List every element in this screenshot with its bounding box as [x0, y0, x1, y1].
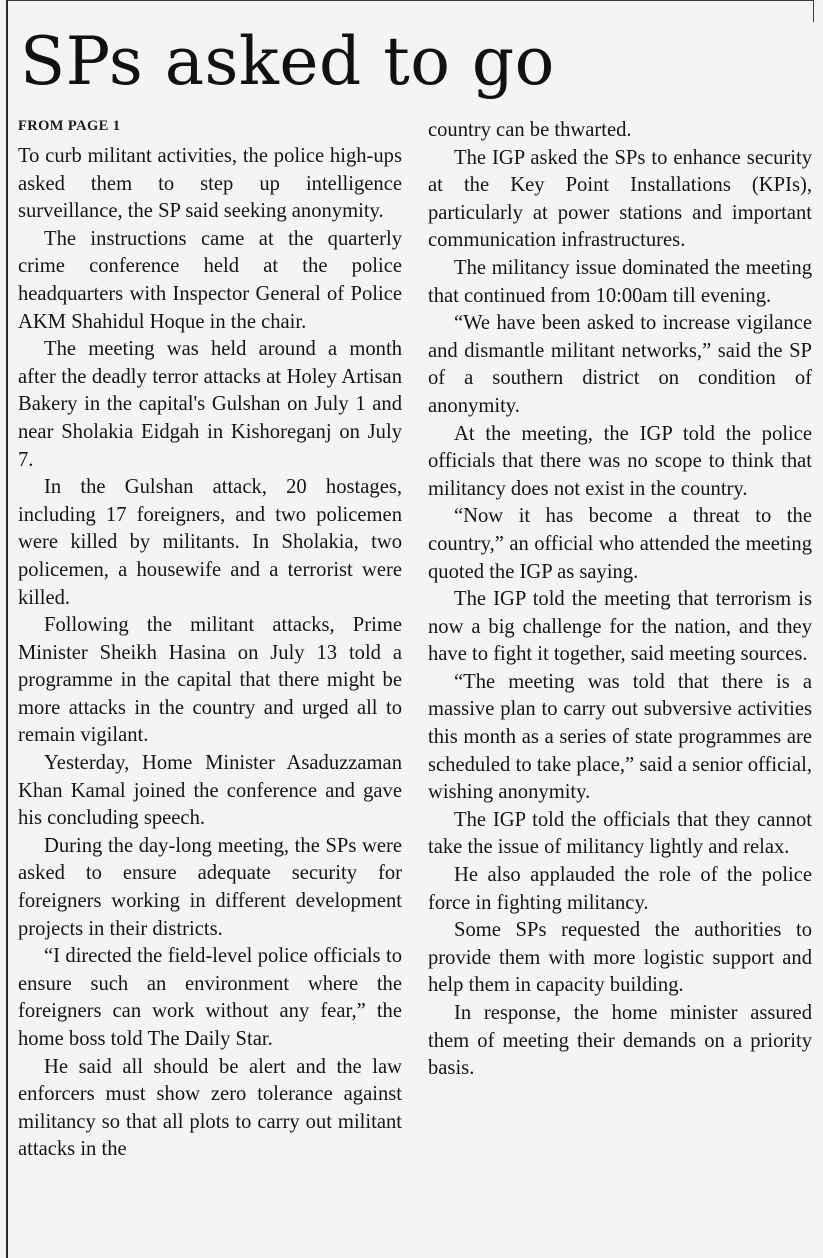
paragraph: Yesterday, Home Minister Asaduzzaman Khan Kamal joined the conference and gave his concluding speech.	[18, 752, 402, 830]
right-column	[428, 117, 812, 1083]
paragraph: In the Gulshan attack, 20 hostages, including 17 foreigners, and two policemen were killed by militants. In Sholakia, two policemen, a housewife and a terrorist were killed.	[18, 476, 402, 609]
paragraph: During the day-long meeting, the SPs were asked to ensure adequate security for foreigners working in different development projects in their districts.	[18, 834, 402, 940]
paragraph: “Now it has become a threat to the country,” an official who attended the meeting quoted the IGP as saying.	[428, 505, 812, 583]
paragraph: The IGP asked the SPs to enhance security at the Key Point Installations (KPIs), particularly at power stations and important communication infrastructures.	[428, 146, 812, 252]
paragraph: The militancy issue dominated the meeting that continued from 10:00am till evening.	[428, 256, 812, 307]
paragraph: The meeting was held around a month after the deadly terror attacks at Holey Artisan Bakery in the capital's Gulshan on July 1 and near Sholakia Eidgah in Kishoreganj on July 7.	[18, 338, 402, 471]
paragraph: Following the militant attacks, Prime Minister Sheikh Hasina on July 13 told a programme in the capital that there might be more attacks in the country and urged all to remain vigilant.	[18, 614, 402, 747]
paragraph: “I directed the field-level police officials to ensure such an environment where the foreigners can work without any fear,” the home boss told The Daily Star.	[18, 945, 402, 1050]
paragraph: The IGP told the officials that they cannot take the issue of militancy lightly and relax.	[428, 808, 812, 859]
paragraph: The instructions came at the quarterly crime conference held at the police headquarters with Inspector General of Police AKM Shahidul Hoque in the chair.	[18, 227, 402, 333]
paragraph: “We have been asked to increase vigilance and dismantle militant networks,” said the SP of a southern district on condition of anonymity.	[428, 312, 812, 417]
paragraph: At the meeting, the IGP told the police officials that there was no scope to think that militancy does not exist in the country.	[428, 422, 812, 500]
right-border-rule	[813, 0, 814, 22]
top-border-rule	[6, 0, 814, 1]
paragraph: Some SPs requested the authorities to provide them with more logistic support and help them in capacity building.	[428, 919, 812, 997]
left-border-rule	[6, 0, 8, 1258]
continuation-kicker: FROM PAGE 1	[18, 118, 121, 134]
left-column	[18, 117, 402, 1164]
paragraph: In response, the home minister assured them of meeting their demands on a priority basis.	[428, 1002, 812, 1080]
paragraph: “The meeting was told that there is a massive plan to carry out subversive activities this month as a series of state programmes are scheduled to take place,” said a senior official, wishing anonymity.	[428, 670, 812, 804]
paragraph: He also applauded the role of the police force in fighting militancy.	[428, 864, 812, 914]
paragraph: To curb militant activities, the police high-ups asked them to step up intelligence surveillance, the SP said seeking anonymity.	[18, 145, 402, 223]
headline: SPs asked to go	[20, 23, 555, 100]
paragraph: He said all should be alert and the law enforcers must show zero tolerance against militancy so that all plots to carry out militant attacks in the	[18, 1055, 402, 1161]
paragraph: The IGP told the meeting that terrorism is now a big challenge for the nation, and they have to fight it together, said meeting sources.	[428, 588, 812, 666]
paragraph: country can be thwarted.	[428, 119, 632, 141]
